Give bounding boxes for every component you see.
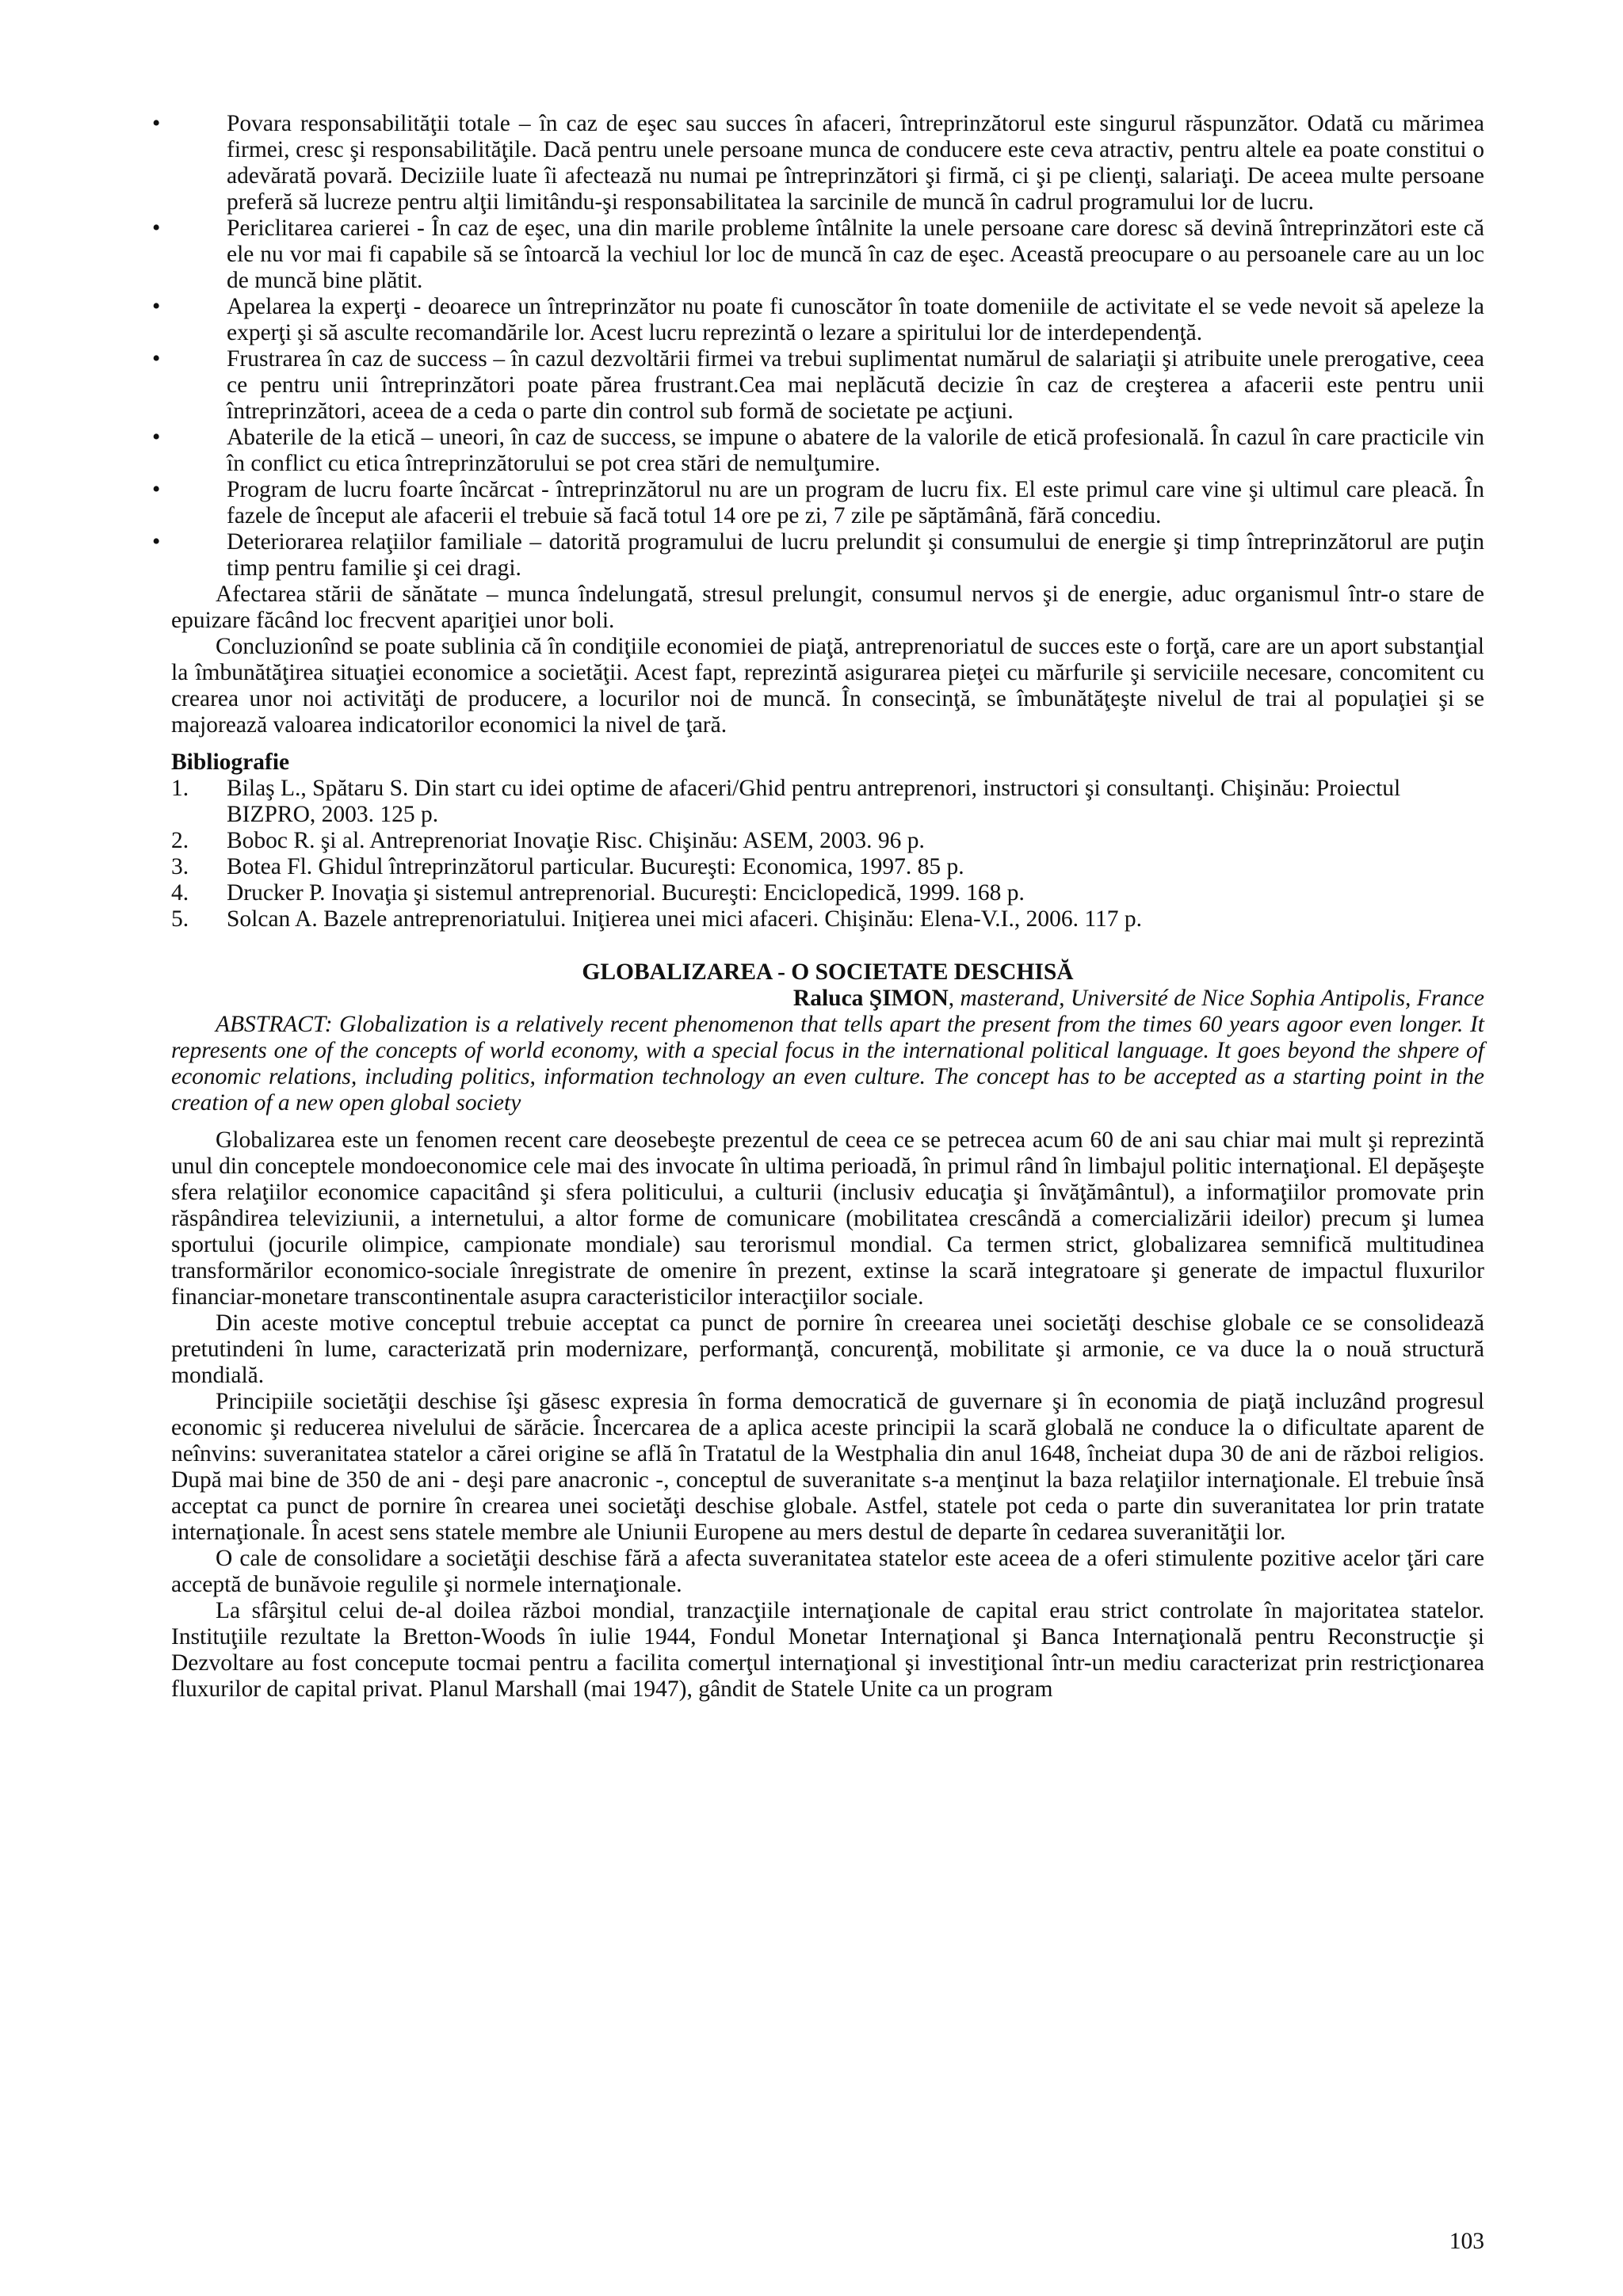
bullet-icon: •	[152, 294, 161, 319]
article-title: GLOBALIZAREA - O SOCIETATE DESCHISĂ	[582, 959, 1074, 985]
bullet-icon: •	[152, 215, 161, 241]
list-item-text: Apelarea la experţi - deoarece un întreprinzător nu poate fi cunoscător în toate domeniile de activitate el se vede nevoit să apeleze la experţi şi să asculte recomandările lor. Acest lucru reprezintă o lezare a spiritului lor de interdependenţă.	[227, 294, 1484, 345]
list-item	[152, 346, 1484, 425]
item-text: Drucker P. Inovaţia şi sistemul antreprenorial. Bucureşti: Enciclopedică, 1999. 168 p.	[227, 880, 1025, 906]
bibliography-list	[171, 776, 1484, 933]
paragraph: Afectarea stării de sănătate – munca îndelungată, stresul prelungit, consumul nervos şi de energie, aduc organismul într-o stare de epuizare făcând loc frecvent apariţiei unor boli.	[171, 582, 1484, 633]
bullet-icon: •	[152, 346, 161, 372]
bullet-icon: •	[152, 529, 161, 555]
item-number: 5.	[171, 906, 189, 932]
paragraph: Globalizarea este un fenomen recent care deosebeşte prezentul de ceea ce se petrecea acum 60 de ani sau chiar mai mult şi reprezintă unul din conceptele mondoeconomice cele mai des invocate în ultima perioadă, în primul rând în limbajul politic internaţional. El depăşeşte sfera relaţiilor economice capacitând şi sfera politicului, a culturii (inclusiv educaţia şi învăţământul), a informaţiilor promovate prin răspândirea televiziunii, a internetului, a altor forme de comunicare (mobilitatea crescândă a comercializării ideilor) precum şi lumea sportului (jocurile olimpice, campionate mondiale) sau terorismul mondial. Ca termen strict, globalizarea semnifică multitudinea transformărilor economico-sociale înregistrate de omenire în prezent, extinse la scară integratoare şi generate de impactul fluxurilor financiar-monetare transcontinentale asupra caracteristicilor interacţiilor sociale.	[171, 1127, 1484, 1310]
disadvantages-list	[152, 111, 1484, 582]
conclusion-paragraph: Concluzionînd se poate sublinia că în condiţiile economiei de piaţă, antreprenoriatul de succes este o forţă, care are un aport substanţial la îmbunătăţirea situaţiei economice a societăţii. Acest fapt, reprezintă asigurarea pieţei cu mărfurile şi serviciile necesare, concomitent cu crearea unor noi activităţi de producere, a locurilor noi de muncă. În consecinţă, se îmbunătăţeşte nivelul de trai al populaţiei şi se majorează valoarea indicatorilor economici la nivel de ţară.	[171, 634, 1484, 738]
list-item	[152, 215, 1484, 294]
item-text: Bilaş L., Spătaru S. Din start cu idei optime de afaceri/Ghid pentru antreprenori, instructori şi consultanţi. Chişinău: Proiectul BIZPRO, 2003. 125 p.	[227, 776, 1401, 827]
bullet-icon: •	[152, 111, 161, 136]
list-item	[152, 111, 1484, 215]
paragraph: Din aceste motive conceptul trebuie acceptat ca punct de pornire în creearea unei societăţi deschise globale ce se consolidează pretutindeni în lume, caracterizată prin modernizare, performanţă, concurenţă, mobilitate şi armonie, ce va duce la o nouă structură mondială.	[171, 1310, 1484, 1388]
list-item-text: Frustrarea în caz de success – în cazul dezvoltării firmei va trebui suplimentat numărul de salariaţii şi atribuite unele prerogative, ceea ce pentru unii întreprinzători poate părea frustrant.Cea mai neplăcută decizie în caz de creşterea a afacerii este pentru unii întreprinzători, aceea de a ceda o parte din control sub formă de societate pe acţiuni.	[227, 346, 1484, 424]
item-text: Botea Fl. Ghidul întreprinzătorul particular. Bucureşti: Economica, 1997. 85 p.	[227, 854, 964, 879]
bibliography-item	[171, 906, 1484, 933]
list-item	[152, 294, 1484, 346]
bibliography-heading: Bibliografie	[171, 749, 290, 775]
list-item	[152, 477, 1484, 529]
bibliography-item	[171, 880, 1484, 906]
list-item	[152, 529, 1484, 582]
author-name: Raluca ŞIMON	[792, 986, 949, 1011]
list-item-text: Povara responsabilităţii totale – în caz de eşec sau succes în afaceri, întreprinzătorul este singurul răspunzător. Odată cu mărimea firmei, cresc şi responsabilităţile. Dacă pentru unele persoane munca de conducere este ceva atractiv, pentru altele ea poate constitui o adevărată povară. Deciziile luate îi afectează nu numai pe întreprinzători şi firmă, ci şi pe clienţi, salariaţi. De aceea multe persoane preferă să lucreze pentru alţii limitându-şi responsabilitatea la sarcinile de muncă în cadrul programului lor de lucru.	[227, 111, 1484, 215]
item-text: Solcan A. Bazele antreprenoriatului. Iniţierea unei mici afaceri. Chişinău: Elena-V.I., 2006. 117 p.	[227, 906, 1143, 932]
author-line	[171, 986, 1484, 1012]
page-number: 103	[1449, 2229, 1484, 2254]
abstract: ABSTRACT: Globalization is a relatively recent phenomenon that tells apart the present from the times 60 years agoor even longer. It represents one of the concepts of world economy, with a special focus in the international political language. It goes beyond the shpere of economic relations, including politics, information technology an even culture. The concept has to be accepted as a starting point in the creation of a new open global society	[171, 1012, 1484, 1116]
bibliography-item	[171, 828, 1484, 854]
item-number: 1.	[171, 776, 189, 801]
paragraph: Principiile societăţii deschise îşi găsesc expresia în forma democratică de guvernare şi în economia de piaţă incluzând progresul economic şi reducerea nivelului de sărăcie. Încercarea de a aplica aceste principii la scară globală ne conduce la o dificultate aparent de neînvins: suveranitatea statelor a cărei origine se află în Tratatul de la Westphalia din anul 1648, încheiat dupa 30 de ani de război religios. După mai bine de 350 de ani - deşi pare anacronic -, conceptul de suveranitate s-a menţinut la baza relaţiilor internaţionale. El trebuie însă acceptat ca punct de pornire în crearea unei societăţi deschise globale. Astfel, statele pot ceda o parte din suveranitatea lor prin tratate internaţionale. În acest sens statele membre ale Uniunii Europene au mers destul de departe în cedarea suveranităţii lor.	[171, 1389, 1484, 1545]
item-number: 2.	[171, 828, 189, 853]
item-text: Boboc R. şi al. Antreprenoriat Inovaţie Risc. Chişinău: ASEM, 2003. 96 p.	[227, 828, 925, 853]
paragraph: O cale de consolidare a societăţii deschise fără a afecta suveranitatea statelor este aceea de a oferi stimulente pozitive acelor ţări care acceptă de bunăvoie regulile şi normele internaţionale.	[171, 1546, 1484, 1597]
bullet-icon: •	[152, 477, 161, 502]
bibliography-item	[171, 854, 1484, 880]
list-item-text: Periclitarea carierei - În caz de eşec, una din marile probleme întâlnite la unele persoane care doresc să devină întreprinzători este că ele nu vor mai fi capabile să se întoarcă la vechiul lor loc de muncă în caz de eşec. Această preocupare o au persoanele care au un loc de muncă bine plătit.	[227, 215, 1484, 293]
bibliography-item	[171, 776, 1484, 828]
paragraph: La sfârşitul celui de-al doilea război mondial, tranzacţiile internaţionale de capital erau strict controlate în majoritatea statelor. Instituţiile rezultate la Bretton-Woods în iulie 1944, Fondul Monetar Internaţional şi Banca Internaţională pentru Reconstrucţie şi Dezvoltare au fost concepute tocmai pentru a facilita comerţul internaţional şi investiţional într-un mediu caracterizat prin restricţionarea fluxurilor de capital privat. Planul Marshall (mai 1947), gândit de Statele Unite ca un program	[171, 1598, 1484, 1702]
list-item-text: Deteriorarea relaţiilor familiale – datorită programului de lucru prelundit şi consumului de energie şi timp întreprinzătorul are puţin timp pentru familie şi cei dragi.	[227, 529, 1484, 581]
list-item-text: Abaterile de la etică – uneori, în caz de success, se impune o abatere de la valorile de etică profesională. În cazul în care practicile vin în conflict cu etica întreprinzătorului se pot crea stări de nemulţumire.	[227, 425, 1484, 476]
item-number: 4.	[171, 880, 189, 906]
bullet-icon: •	[152, 425, 161, 450]
author-separator: ,	[948, 986, 960, 1011]
list-item	[152, 425, 1484, 477]
item-number: 3.	[171, 854, 189, 879]
list-item-text: Program de lucru foarte încărcat - întreprinzătorul nu are un program de lucru fix. El este primul care vine şi ultimul care pleacă. În fazele de început ale afacerii el trebuie să facă totul 14 ore pe zi, 7 zile pe săptămână, fără concediu.	[227, 477, 1484, 528]
author-affiliation: masterand, Université de Nice Sophia Antipolis, France	[960, 986, 1484, 1011]
